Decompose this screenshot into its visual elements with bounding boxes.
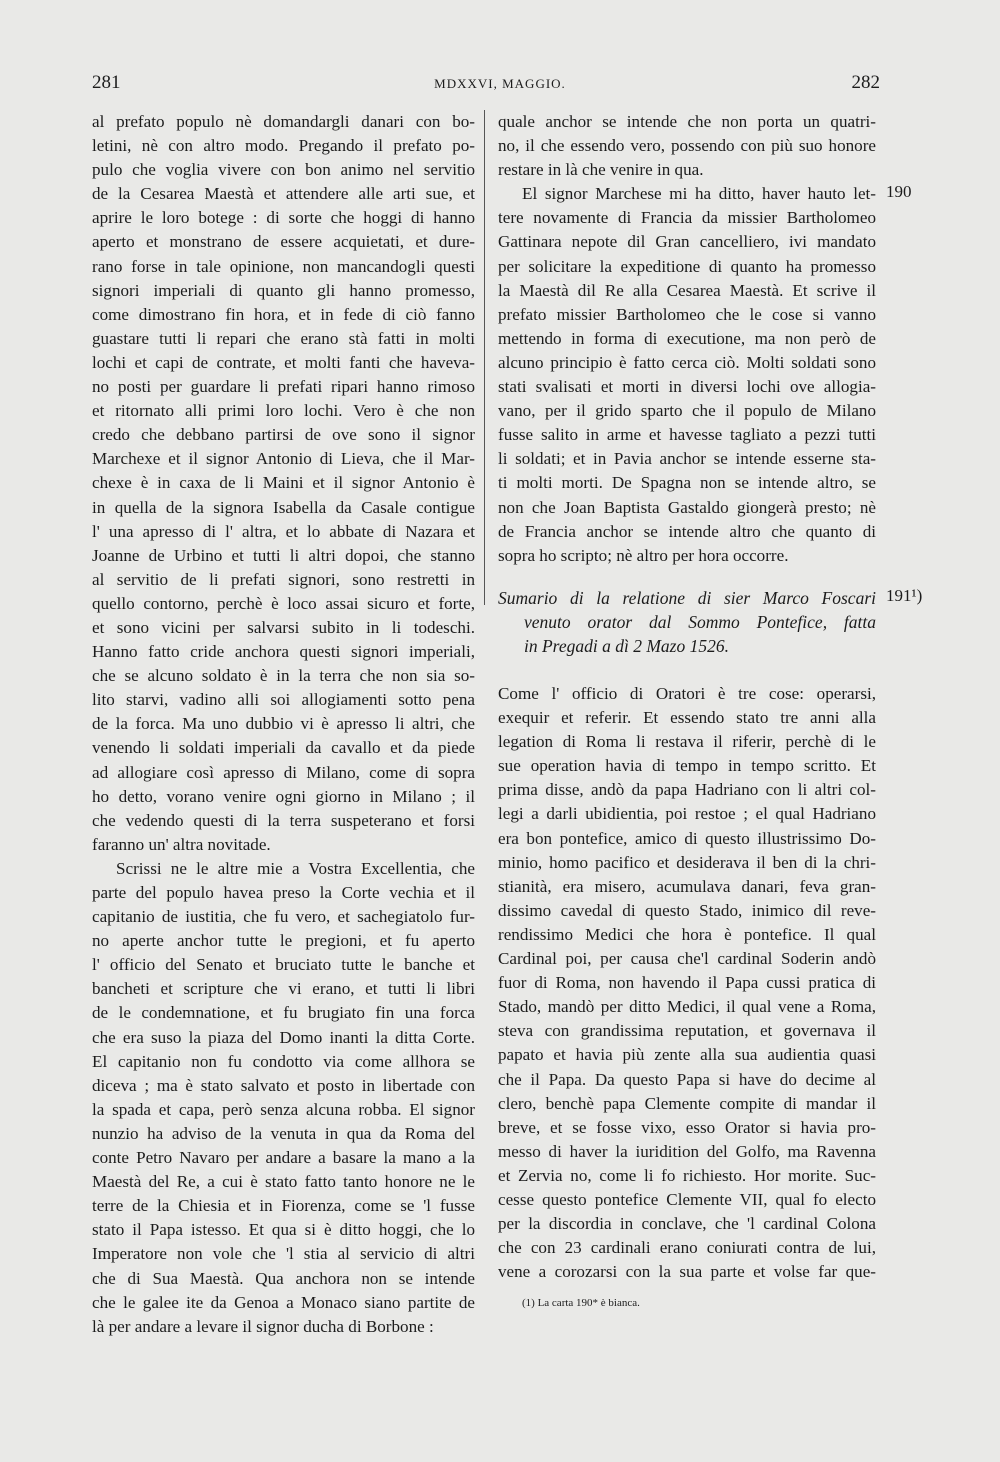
text-line: El signor Marchese mi ha ditto, haver hauto let-: [522, 184, 876, 204]
text-line: bancheti et scripture che vi erano, et tutti li libri: [92, 979, 475, 999]
text-line: che con 23 cardinali erano coniurati contra de lui,: [498, 1238, 876, 1258]
text-line: Come l' officio di Oratori è tre cose: operarsi,: [498, 684, 876, 703]
text-line: Imperatore non vole che 'l stia al servicio di altri: [92, 1244, 475, 1264]
text-line: de la Cesarea Maestà et attendere alle arti sue, et: [92, 184, 475, 204]
running-title: MDXXVI, MAGGIO.: [434, 76, 566, 91]
text-line: lochi et capi de contrate, et molti fanti che haveva-: [92, 352, 475, 372]
text-line: messo di haver la iuridition del Golfo, ma Ravenna: [498, 1141, 876, 1161]
text-line: non che Joan Baptista Gastaldo giongerà presto; nè: [498, 497, 876, 517]
text-line: l' officio del Senato et bruciato tutte le banche et: [92, 955, 475, 975]
marginal-number-190: 190: [886, 182, 912, 201]
right-column-body: [498, 682, 876, 1284]
page-number-left: 281: [92, 72, 121, 93]
text-line: venendo li soldati imperiali da cavallo et da piede: [92, 738, 475, 758]
text-line: fusse salito in arme et havesse tagliato a pezzi tutti: [498, 425, 876, 445]
text-line: per la discordia in conclave, che 'l cardinal Colona: [498, 1214, 876, 1234]
text-line: ho detto, vorano venire ogni giorno in Milano ; il: [92, 786, 475, 806]
text-line: stianità, era misero, acumulava danari, feva gran-: [498, 876, 876, 896]
heading-line: Sumario di la relatione di sier Marco Foscari: [498, 588, 876, 608]
text-line: li soldati; et in Pavia anchor se intende esserne sta-: [498, 449, 876, 469]
text-line: prima disse, andò da papa Hadriano con li altri col-: [498, 780, 876, 800]
text-line: per solicitare la expeditione di quanto ha promesso: [498, 256, 876, 276]
text-line: sue operation havia di tempo in tempo scritto. Et: [498, 756, 876, 776]
text-line: tere novamente di Francia da missier Bartholomeo: [498, 208, 876, 228]
text-line: Gattinara nepote dil Gran cancelliero, ivi mandato: [498, 232, 876, 252]
text-line: ti molti morti. De Spagna non se intende altro, se: [498, 473, 876, 493]
text-line: diceva ; ma è stato salvato et posto in libertade con: [92, 1075, 475, 1095]
text-line: signori imperiali di quanto gli hanno promesso,: [92, 280, 475, 300]
text-line: aprire le loro botege : di sorte che hoggi di hanno: [92, 208, 475, 228]
page-header: [0, 72, 1000, 100]
marginal-number-191: 191¹): [886, 586, 923, 605]
text-line: cesse questo pontefice Clemente VII, qual fo electo: [498, 1189, 876, 1209]
text-line: clero, benchè papa Clemente compite di mandar il: [498, 1093, 876, 1113]
text-line: Marchexe et il signor Antonio di Lieva, che il Mar-: [92, 449, 475, 469]
text-line: mettendo in forma di executione, ma non però de: [498, 328, 876, 348]
right-column-top: [498, 110, 876, 568]
section-heading: [498, 586, 876, 658]
text-line: fuor di Roma, non havendo il Papa cussi pratica di: [498, 973, 876, 993]
column-divider: [484, 110, 485, 605]
text-line: parte del populo havea preso la Corte vechia et il: [92, 883, 475, 902]
text-line: no, il che essendo vero, possendo con più suo honore: [498, 136, 876, 156]
text-line: sopra ho scripto; nè altro per hora occorre.: [498, 545, 789, 565]
text-line: steva con grandissima reputation, et governava il: [498, 1021, 876, 1041]
text-line: no posti per guardare li prefati ripari hanno rimoso: [92, 377, 475, 397]
text-line: ad allogiare così apresso di Milano, come di sopra: [92, 762, 475, 782]
heading-line: in Pregadi a dì 2 Mazo 1526.: [524, 636, 729, 656]
text-line: al prefato populo nè domandargli danari con bo-: [92, 112, 475, 131]
text-line: che di Sua Maestà. Qua anchora non se intende: [92, 1268, 475, 1288]
text-line: no aperte anchor tutte le pregioni, et fu aperto: [92, 931, 475, 951]
text-line: al servitio de li prefati signori, sono restretti in: [92, 569, 475, 589]
text-line: stati svalisati et morti in diversi lochi ove allogia-: [498, 377, 876, 397]
text-line: Cardinal poi, per causa che'l cardinal Soderin andò: [498, 949, 876, 969]
text-line: in quella de la signora Isabella da Casale contigue: [92, 497, 475, 517]
text-line: restare in là che venire in qua.: [498, 160, 704, 180]
text-line: la spada et capa, però senza alcuna robba. El signor: [92, 1099, 475, 1119]
text-line: rano forse in tale opinione, non mancandogli questi: [92, 256, 475, 276]
text-line: minio, homo pacifico et desiderava il ben di la chri-: [498, 852, 876, 872]
left-column: [92, 110, 475, 1339]
text-line: chexe è in caxa de li Maini et il signor Antonio è: [92, 473, 475, 493]
text-line: l' una apresso di l' altra, et lo abbate di Nazara et: [92, 521, 475, 541]
text-line: alcuno principio è fatto cerca ciò. Molti soldati sono: [498, 352, 876, 372]
text-line: aperto et monstrano de essere acquietati, et dure-: [92, 232, 475, 252]
text-line: come dimostrano fin hora, et in fede di ciò fanno: [92, 304, 475, 324]
text-line: de le condemnatione, et fu brugiato fin una forca: [92, 1003, 475, 1023]
text-line: Stado, mandò per ditto Medici, il qual vene a Roma,: [498, 997, 876, 1017]
text-line: et sono vicini per salvarsi subito in li todeschi.: [92, 617, 475, 637]
text-line: Maestà del Re, a cui è stato fatto tanto honore ne le: [92, 1172, 475, 1192]
text-line: rendissimo Medici che hora è pontefice. Il qual: [498, 924, 876, 944]
text-line: Scrissi ne le altre mie a Vostra Excellentia, che: [116, 858, 475, 878]
text-line: vene a corozarsi con la sua parte et volse far que-: [498, 1262, 876, 1282]
text-line: El capitanio non fu condotto via come allhora se: [92, 1051, 475, 1071]
text-line: che le galee ite da Genoa a Monaco siano partite de: [92, 1292, 475, 1312]
text-line: de Francia anchor se intende altro che quanto di: [498, 521, 876, 541]
text-line: dissimo cavedal di questo Stado, inimico dil reve-: [498, 900, 876, 920]
text-line: et Zervia no, come li fo richiesto. Hor morite. Suc-: [498, 1165, 876, 1185]
text-line: legation di Roma li restava il riferir, perchè di le: [498, 732, 876, 752]
text-line: la Maestà dil Re alla Cesarea Maestà. Et scrive il: [498, 280, 876, 300]
text-line: Hanno fatto cride anchora questi signori imperiali,: [92, 642, 475, 662]
text-line: nunzio ha adviso de la venuta in qua da Roma del: [92, 1123, 475, 1143]
text-line: capitanio de iustitia, che fu vero, et sachegiatolo fur-: [92, 907, 475, 927]
text-line: che il Papa. Da questo Papa si have do decime al: [498, 1069, 876, 1089]
text-line: che se alcuno soldato è in la terra che non sia so-: [92, 666, 475, 686]
text-line: prefato missier Bartholomeo che le cose si vanno: [498, 304, 876, 324]
footnote: (1) La carta 190* è bianca.: [522, 1297, 640, 1309]
text-line: vano, per il grido sparto che il populo de Milano: [498, 401, 876, 421]
text-line: era bon pontefice, amico di questo illustrissimo Do-: [498, 828, 876, 848]
text-line: quale anchor se intende che non porta un quatri-: [498, 112, 876, 131]
page-number-right: 282: [851, 72, 880, 93]
text-line: lito starvi, vadino alli soi allogiamenti sotto pena: [92, 690, 475, 710]
text-line: letini, nè con altro modo. Pregando il prefato po-: [92, 136, 475, 156]
text-line: stato il Papa istesso. Et qua si è ditto hoggi, che lo: [92, 1220, 475, 1240]
text-line: conte Petro Navaro per andare a basare la mano a la: [92, 1148, 475, 1168]
text-line: exequir et referir. Et essendo stato tre anni alla: [498, 708, 876, 728]
heading-line: venuto orator dal Sommo Pontefice, fatta: [524, 612, 876, 632]
text-line: papato et havia più zente alla sua audientia quasi: [498, 1045, 876, 1065]
text-line: che era suso la piaza del Domo inanti la ditta Corte.: [92, 1027, 475, 1047]
text-line: breve, et se fosse vixo, esso Orator si havia pro-: [498, 1117, 876, 1137]
text-line: guastare tutti li repari che erano stà fatti in molti: [92, 328, 475, 348]
text-line: là per andare a levare il signor ducha di Borbone :: [92, 1316, 434, 1336]
text-line: terre de la Chiesia et in Fiorenza, come se 'l fusse: [92, 1196, 475, 1216]
text-line: pulo che voglia vivere con bon animo nel servitio: [92, 160, 475, 180]
text-line: et ritornato alli primi loro lochi. Vero è che non: [92, 401, 475, 421]
text-line: Joanne de Urbino et tutti li altri dopoi, che stanno: [92, 545, 475, 565]
text-line: faranno un' altra novitade.: [92, 834, 271, 854]
text-line: che vedendo questi di la terra suspeterano et forsi: [92, 810, 475, 830]
text-line: credo che debbano partirsi de ove sono il signor: [92, 425, 475, 445]
text-line: legi a darli ubidientia, poi restoe ; el qual Hadriano: [498, 804, 876, 824]
text-line: quello contorno, perchè è loco assai sicuro et forte,: [92, 593, 475, 613]
text-line: de la forca. Ma uno dubbio vi è apresso li altri, che: [92, 714, 475, 734]
